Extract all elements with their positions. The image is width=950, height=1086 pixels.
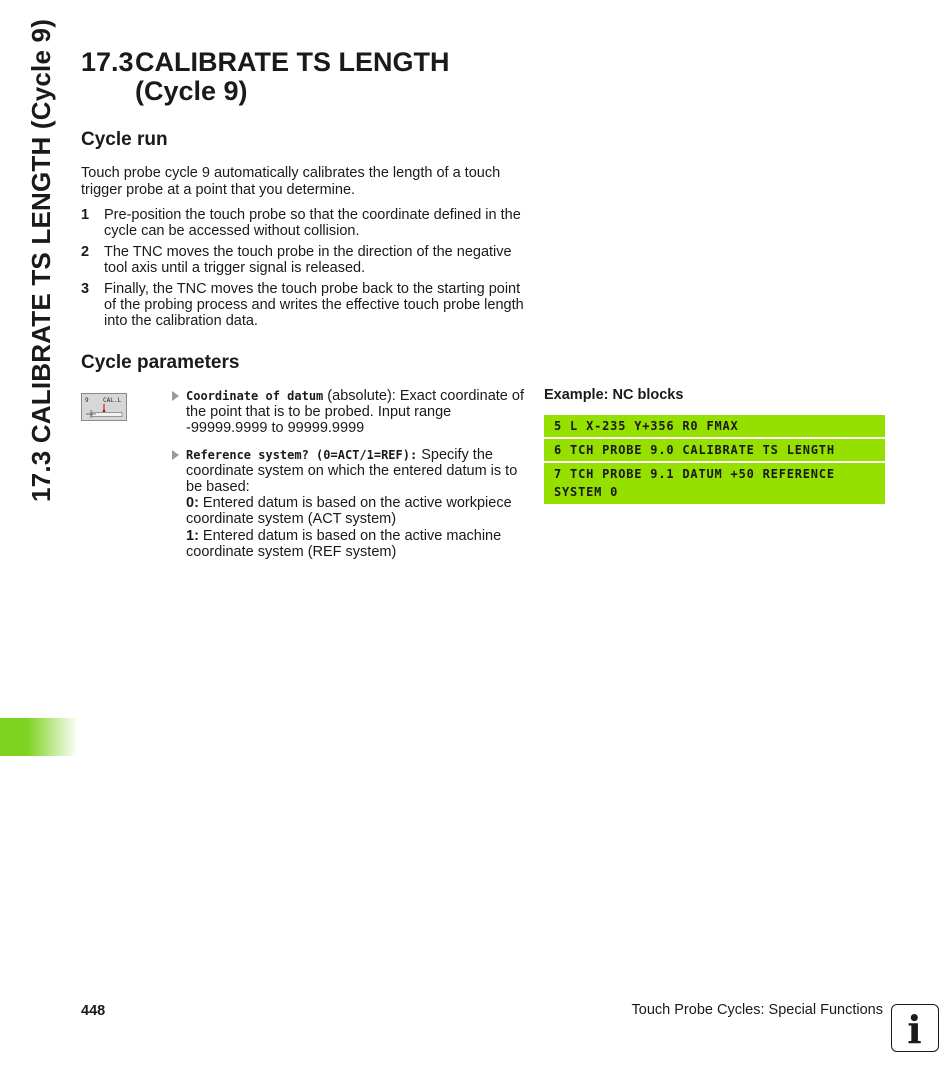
side-chapter-title: [20, 18, 60, 510]
parameter-reference-system: [172, 447, 524, 560]
bullet-triangle-icon: [172, 391, 179, 401]
bullet-triangle-icon: [172, 450, 179, 460]
option-0-text: Entered datum is based on the active workpiece coordinate system (ACT system): [186, 495, 512, 528]
step-number: 2: [81, 244, 90, 260]
option-1-key: 1:: [186, 527, 199, 544]
info-icon: [891, 1004, 939, 1052]
step-text: The TNC moves the touch probe in the direction of the negative tool axis until a trigger signal is released.: [104, 244, 512, 276]
list-item: [81, 207, 526, 239]
example-title: Example: NC blocks: [544, 387, 684, 403]
parameter-list: [172, 388, 524, 570]
nc-block-line: 7 TCH PROBE 9.1 DATUM +50 REFERENCE: [554, 467, 835, 481]
option-1-text: Entered datum is based on the active machine coordinate system (REF system): [186, 527, 502, 560]
step-text: Pre-position the touch probe so that the coordinate defined in the cycle can be accessed without collision.: [104, 207, 521, 239]
cycle-run-heading: Cycle run: [81, 129, 168, 150]
cycle-icon-label: CAL.L: [103, 397, 122, 404]
cycle-icon-number: 9: [85, 397, 89, 404]
parameter-coordinate-of-datum: [172, 388, 524, 437]
cycle-run-intro: Touch probe cycle 9 automatically calibrates the length of a touch trigger probe at a point that you determine.: [81, 165, 501, 198]
cycle-run-steps: [81, 207, 526, 334]
step-text: Finally, the TNC moves the touch probe back to the starting point of the probing process and writes the effective touch probe length into the calibration data.: [104, 281, 524, 329]
parameter-description: Specify the coordinate system on which the entered datum is to be based:: [186, 446, 518, 496]
parameter-name: Coordinate of datum: [186, 389, 324, 403]
nc-block: [544, 463, 885, 504]
info-icon-letter: i: [907, 1007, 922, 1050]
cycle-9-softkey-icon: [81, 393, 127, 421]
chapter-color-tab: [0, 718, 78, 756]
nc-block: 5 L X-235 Y+356 R0 FMAX: [544, 415, 885, 437]
cycle-parameters-heading: Cycle parameters: [81, 352, 240, 373]
step-number: 1: [81, 207, 90, 223]
option-0-key: 0:: [186, 495, 199, 512]
section-title-line1: CALIBRATE TS LENGTH: [135, 47, 450, 77]
footer-chapter-title: Touch Probe Cycles: Special Functions: [631, 1002, 883, 1018]
step-number: 3: [81, 281, 90, 297]
section-title-line2: (Cycle 9): [135, 76, 248, 106]
parameter-name: Reference system? (0=ACT/1=REF):: [186, 447, 418, 462]
nc-block-line: SYSTEM 0: [554, 485, 619, 499]
section-heading: [81, 48, 449, 106]
page-number: 448: [81, 1003, 106, 1019]
section-number: 17.3: [81, 47, 134, 77]
side-chapter-title-text: 17.3 CALIBRATE TS LENGTH (Cycle 9): [26, 18, 56, 502]
list-item: [81, 244, 526, 276]
parameter-description: (absolute): Exact coordinate of the point that is to be probed. Input range -99999.9999 to 99999.9999: [186, 388, 524, 437]
nc-block: 6 TCH PROBE 9.0 CALIBRATE TS LENGTH: [544, 439, 885, 461]
list-item: [81, 281, 526, 329]
